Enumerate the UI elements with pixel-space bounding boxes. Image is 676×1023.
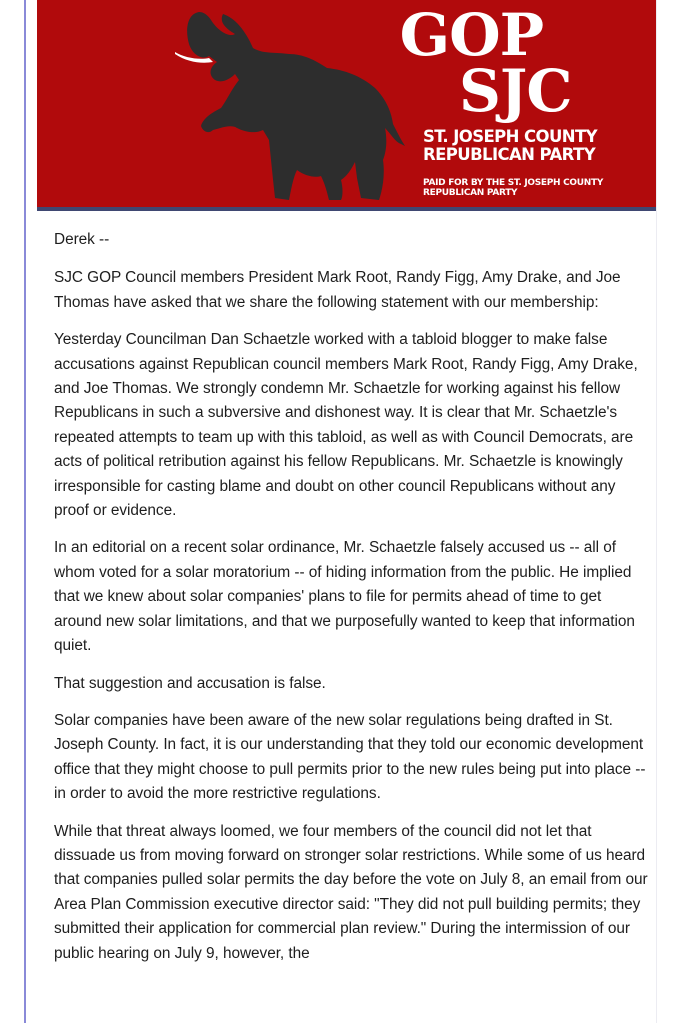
email-paragraph: SJC GOP Council members President Mark Root, Randy Figg, Amy Drake, and Joe Thomas have asked that we share the following statement with our membership:	[54, 269, 621, 311]
org-name-line-2: REPUBLICAN PARTY	[423, 145, 596, 164]
banner-underline	[37, 207, 656, 211]
disclaimer-line-1: PAID FOR BY THE ST. JOSEPH COUNTY	[423, 178, 604, 188]
email-paragraph: That suggestion and accusation is false.	[54, 674, 326, 692]
disclaimer-line-2: REPUBLICAN PARTY	[423, 188, 518, 198]
email-frame-right-border	[656, 0, 657, 1023]
email-paragraph: In an editorial on a recent solar ordinance, Mr. Schaetzle falsely accused us -- all of whom voted for a solar moratorium -- of hiding information from the public. He implied that we knew about solar companies' plans to file for permits ahead of time to get around new solar limitations, and that we purposefully wanted to keep that information quiet.	[54, 539, 635, 655]
email-frame-left-border	[24, 0, 26, 1023]
republican-elephant-icon	[165, 0, 425, 207]
email-greeting: Derek --	[54, 231, 110, 248]
email-paragraph: Solar companies have been aware of the new solar regulations being drafted in St. Joseph County. In fact, it is our understanding that they told our economic development office that they might choose to pull permits prior to the new rules being put into place -- in order to avoid the more restrictive regulations.	[54, 711, 646, 803]
header-banner	[37, 0, 656, 207]
sjc-logo-text: SJC	[459, 57, 572, 125]
gop-logo-text: GOP	[399, 1, 544, 69]
email-body	[54, 228, 650, 979]
email-paragraph: Yesterday Councilman Dan Schaetzle worked with a tabloid blogger to make false accusations against Republican council members Mark Root, Randy Figg, Amy Drake, and Joe Thomas. We strongly condemn Mr. Schaetzle for working against his fellow Republicans in such a subversive and dishonest way. It is clear that Mr. Schaetzle's repeated attempts to team up with this tabloid, as well as with Council Democrats, are acts of political retribution against his fellow Republicans. Mr. Schaetzle is knowingly irresponsible for casting blame and doubt on other council Republicans without any proof or evidence.	[54, 331, 638, 520]
org-name-line-1: ST. JOSEPH COUNTY	[423, 127, 597, 146]
email-paragraph: While that threat always loomed, we four members of the council did not let that dissuade us from moving forward on stronger solar restrictions. While some of us heard that companies pulled solar permits the day before the vote on July 8, an email from our Area Plan Commission executive director said: "They did not pull building permits; they submitted their application for commercial plan review." During the intermission of our public hearing on July 9, however, the	[54, 822, 648, 962]
